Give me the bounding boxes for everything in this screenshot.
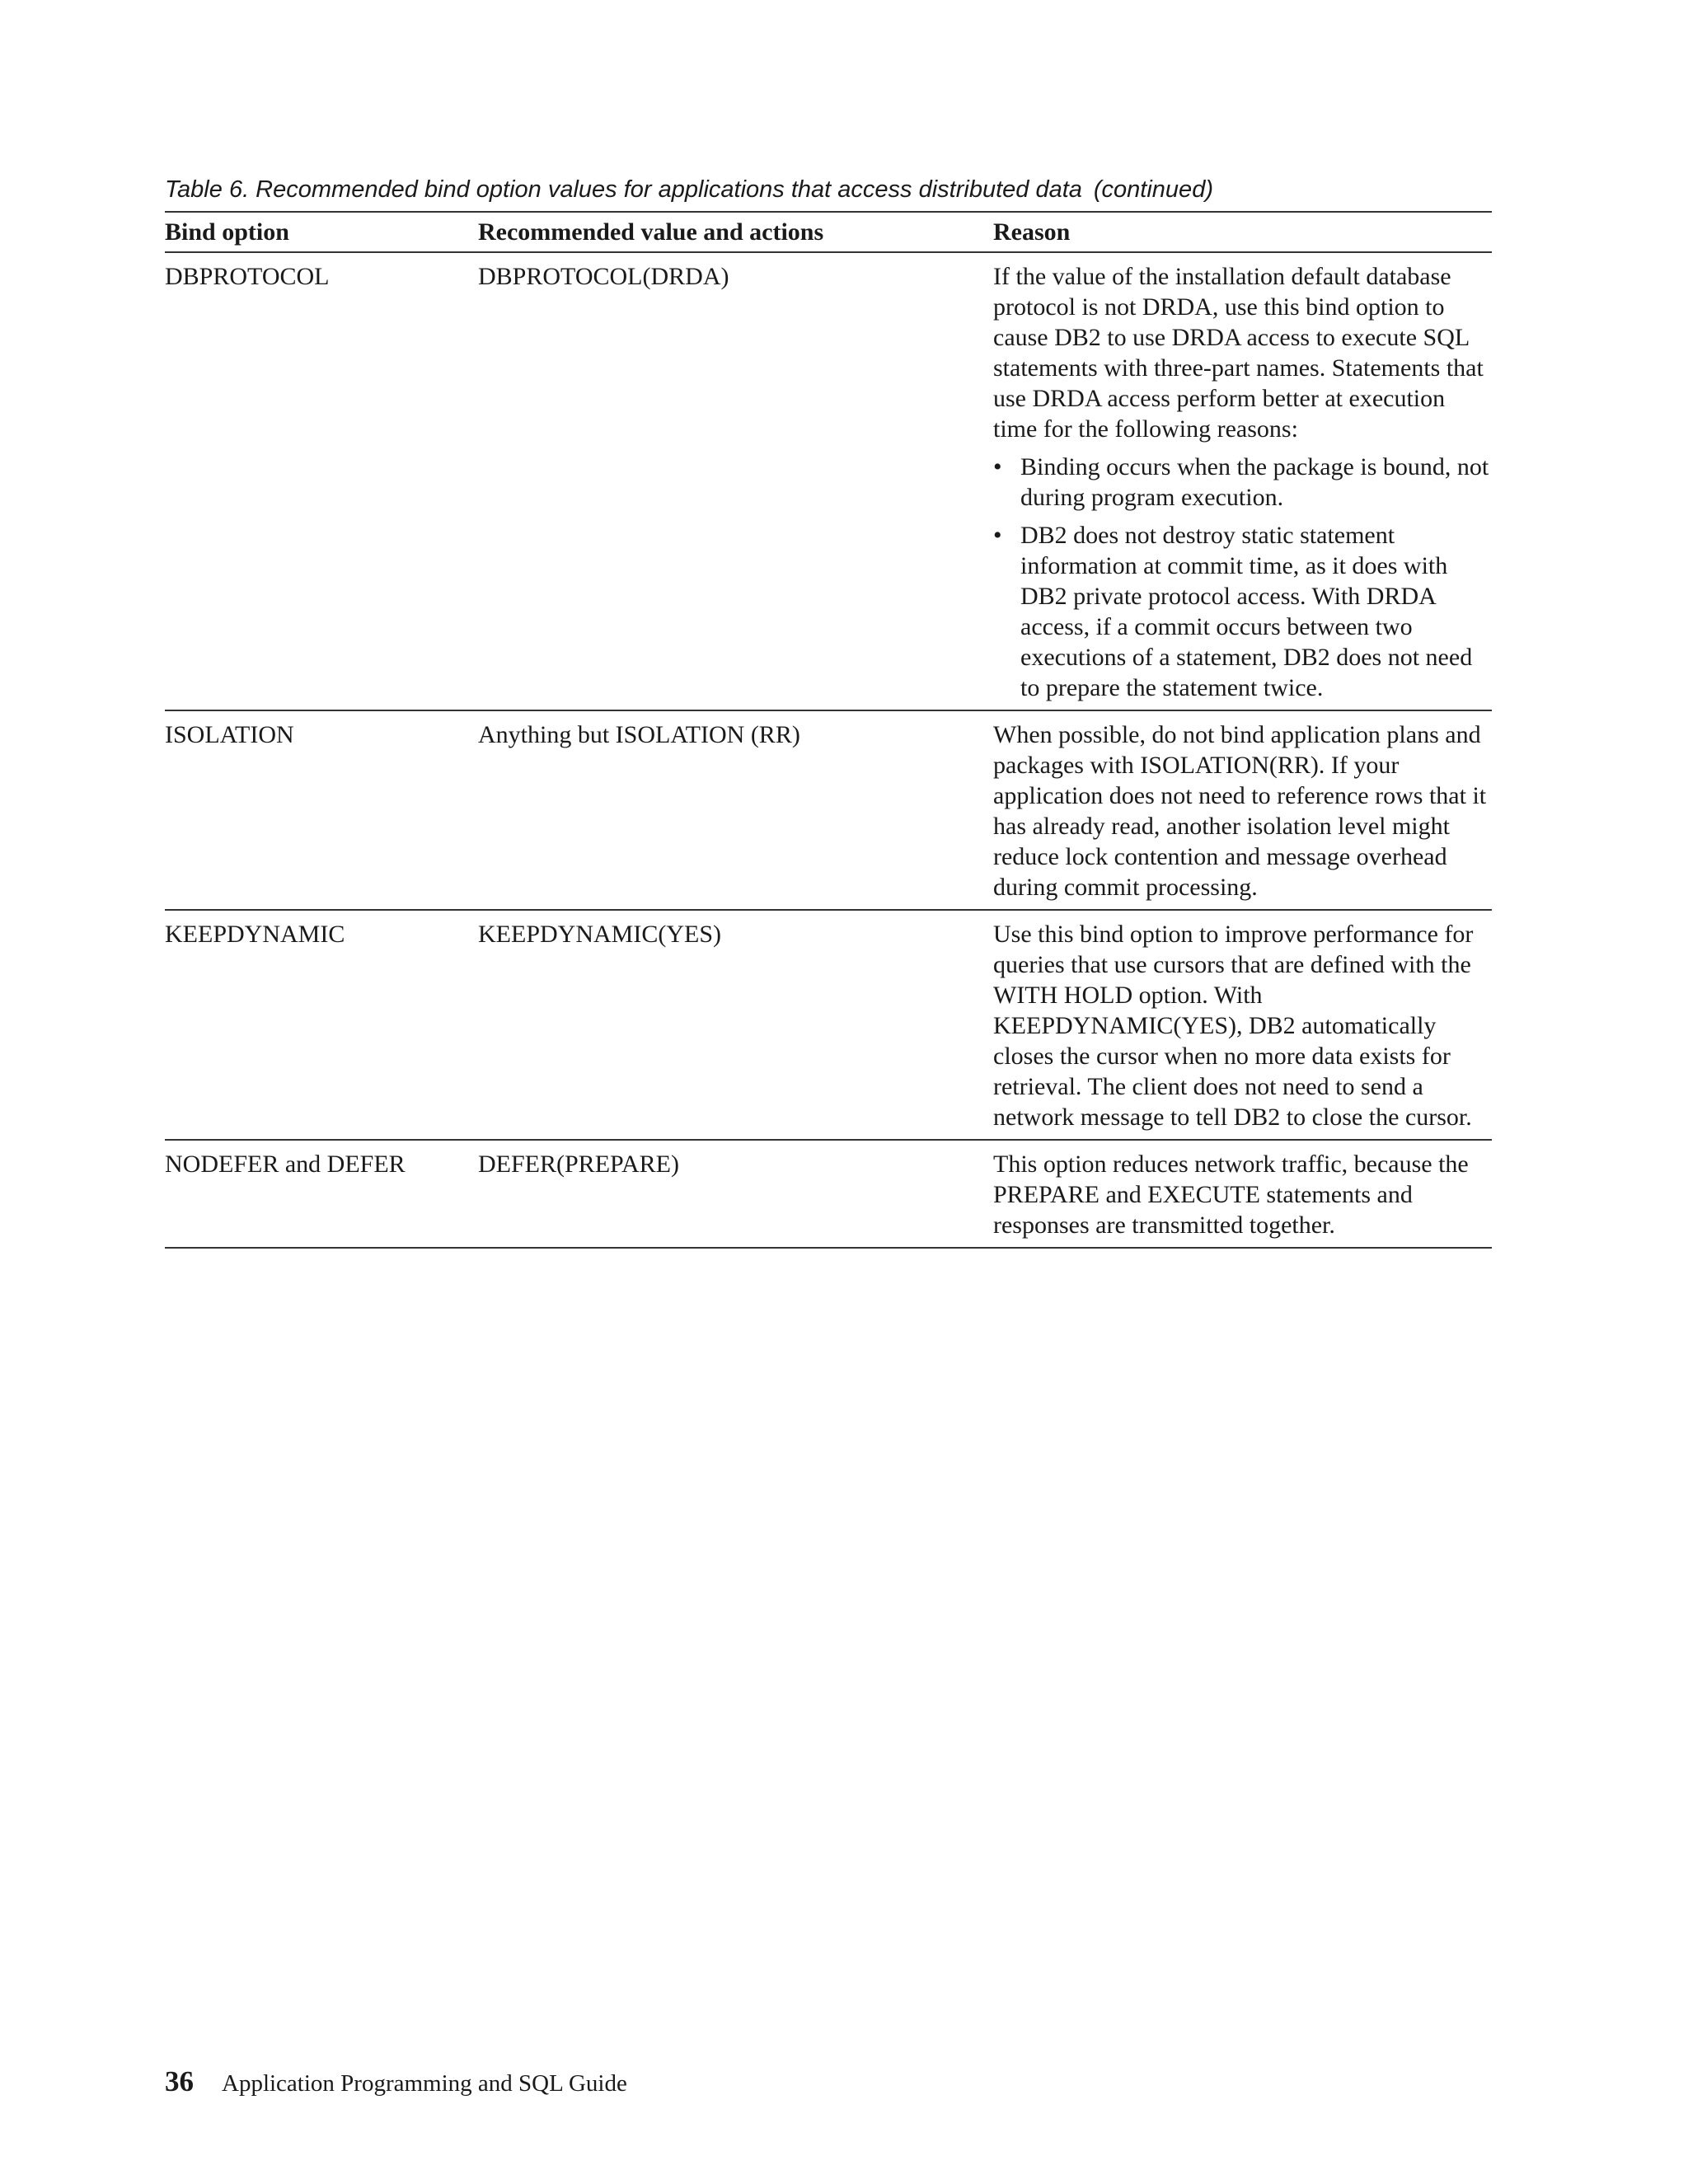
table-caption <box>165 173 1492 206</box>
table-row <box>165 1140 1492 1248</box>
reason-bullet-list <box>993 452 1492 703</box>
reason-bullet-item <box>993 520 1492 703</box>
reason-bullet-text: Binding occurs when the package is bound, not during program execution. <box>1020 453 1489 511</box>
reason-text: When possible, do not bind application plans and packages with ISOLATION(RR). If your application does not need to reference rows that it has already read, another isolation level might reduce lock contention and message overhead during commit processing. <box>993 721 1487 901</box>
page-number: 36 <box>165 2065 194 2097</box>
bullet-icon: • <box>993 453 1002 480</box>
cell-recommended-value: KEEPDYNAMIC(YES) <box>478 910 993 1140</box>
table-caption-text: Table 6. Recommended bind option values for applications that access distributed data <box>165 176 1082 203</box>
bullet-icon: • <box>993 522 1002 549</box>
cell-bind-option: ISOLATION <box>165 710 478 910</box>
book-title: Application Programming and SQL Guide <box>222 2070 627 2097</box>
table-row <box>165 910 1492 1140</box>
reason-text: This option reduces network traffic, because the PREPARE and EXECUTE statements and responses are transmitted together. <box>993 1151 1469 1239</box>
header-recommended-value: Recommended value and actions <box>478 212 993 252</box>
cell-reason <box>993 252 1492 710</box>
header-bind-option: Bind option <box>165 212 478 252</box>
reason-text: Use this bind option to improve performance for queries that use cursors that are defined with the WITH HOLD option. With KEEPDYNAMIC(YES), DB2 automatically closes the cursor when no more data exists for retrieval. The client does not need to send a network message to tell DB2 to close the cursor. <box>993 921 1474 1131</box>
cell-bind-option: DBPROTOCOL <box>165 252 478 710</box>
cell-reason <box>993 1140 1492 1248</box>
cell-bind-option: NODEFER and DEFER <box>165 1140 478 1248</box>
header-reason: Reason <box>993 212 1492 252</box>
cell-reason <box>993 910 1492 1140</box>
page-footer <box>165 2065 627 2098</box>
bind-options-table <box>165 211 1492 1249</box>
reason-text: If the value of the installation default database protocol is not DRDA, use this bind option to cause DB2 to use DRDA access to execute SQL statements with three-part names. Statements that use DRDA access perform better at execution time for the following reasons: <box>993 263 1484 443</box>
cell-recommended-value: Anything but ISOLATION (RR) <box>478 710 993 910</box>
table-row <box>165 710 1492 910</box>
cell-recommended-value: DEFER(PREPARE) <box>478 1140 993 1248</box>
table-row <box>165 252 1492 710</box>
cell-reason <box>993 710 1492 910</box>
table-caption-continued: (continued) <box>1093 176 1213 203</box>
table-header-row <box>165 212 1492 252</box>
cell-bind-option: KEEPDYNAMIC <box>165 910 478 1140</box>
reason-bullet-item <box>993 452 1492 513</box>
document-page <box>165 173 1492 1249</box>
reason-bullet-text: DB2 does not destroy static statement information at commit time, as it does with DB2 private protocol access. With DRDA access, if a commit occurs between two executions of a statement, DB2 does not need to prepare the statement twice. <box>1020 522 1473 701</box>
cell-recommended-value: DBPROTOCOL(DRDA) <box>478 252 993 710</box>
